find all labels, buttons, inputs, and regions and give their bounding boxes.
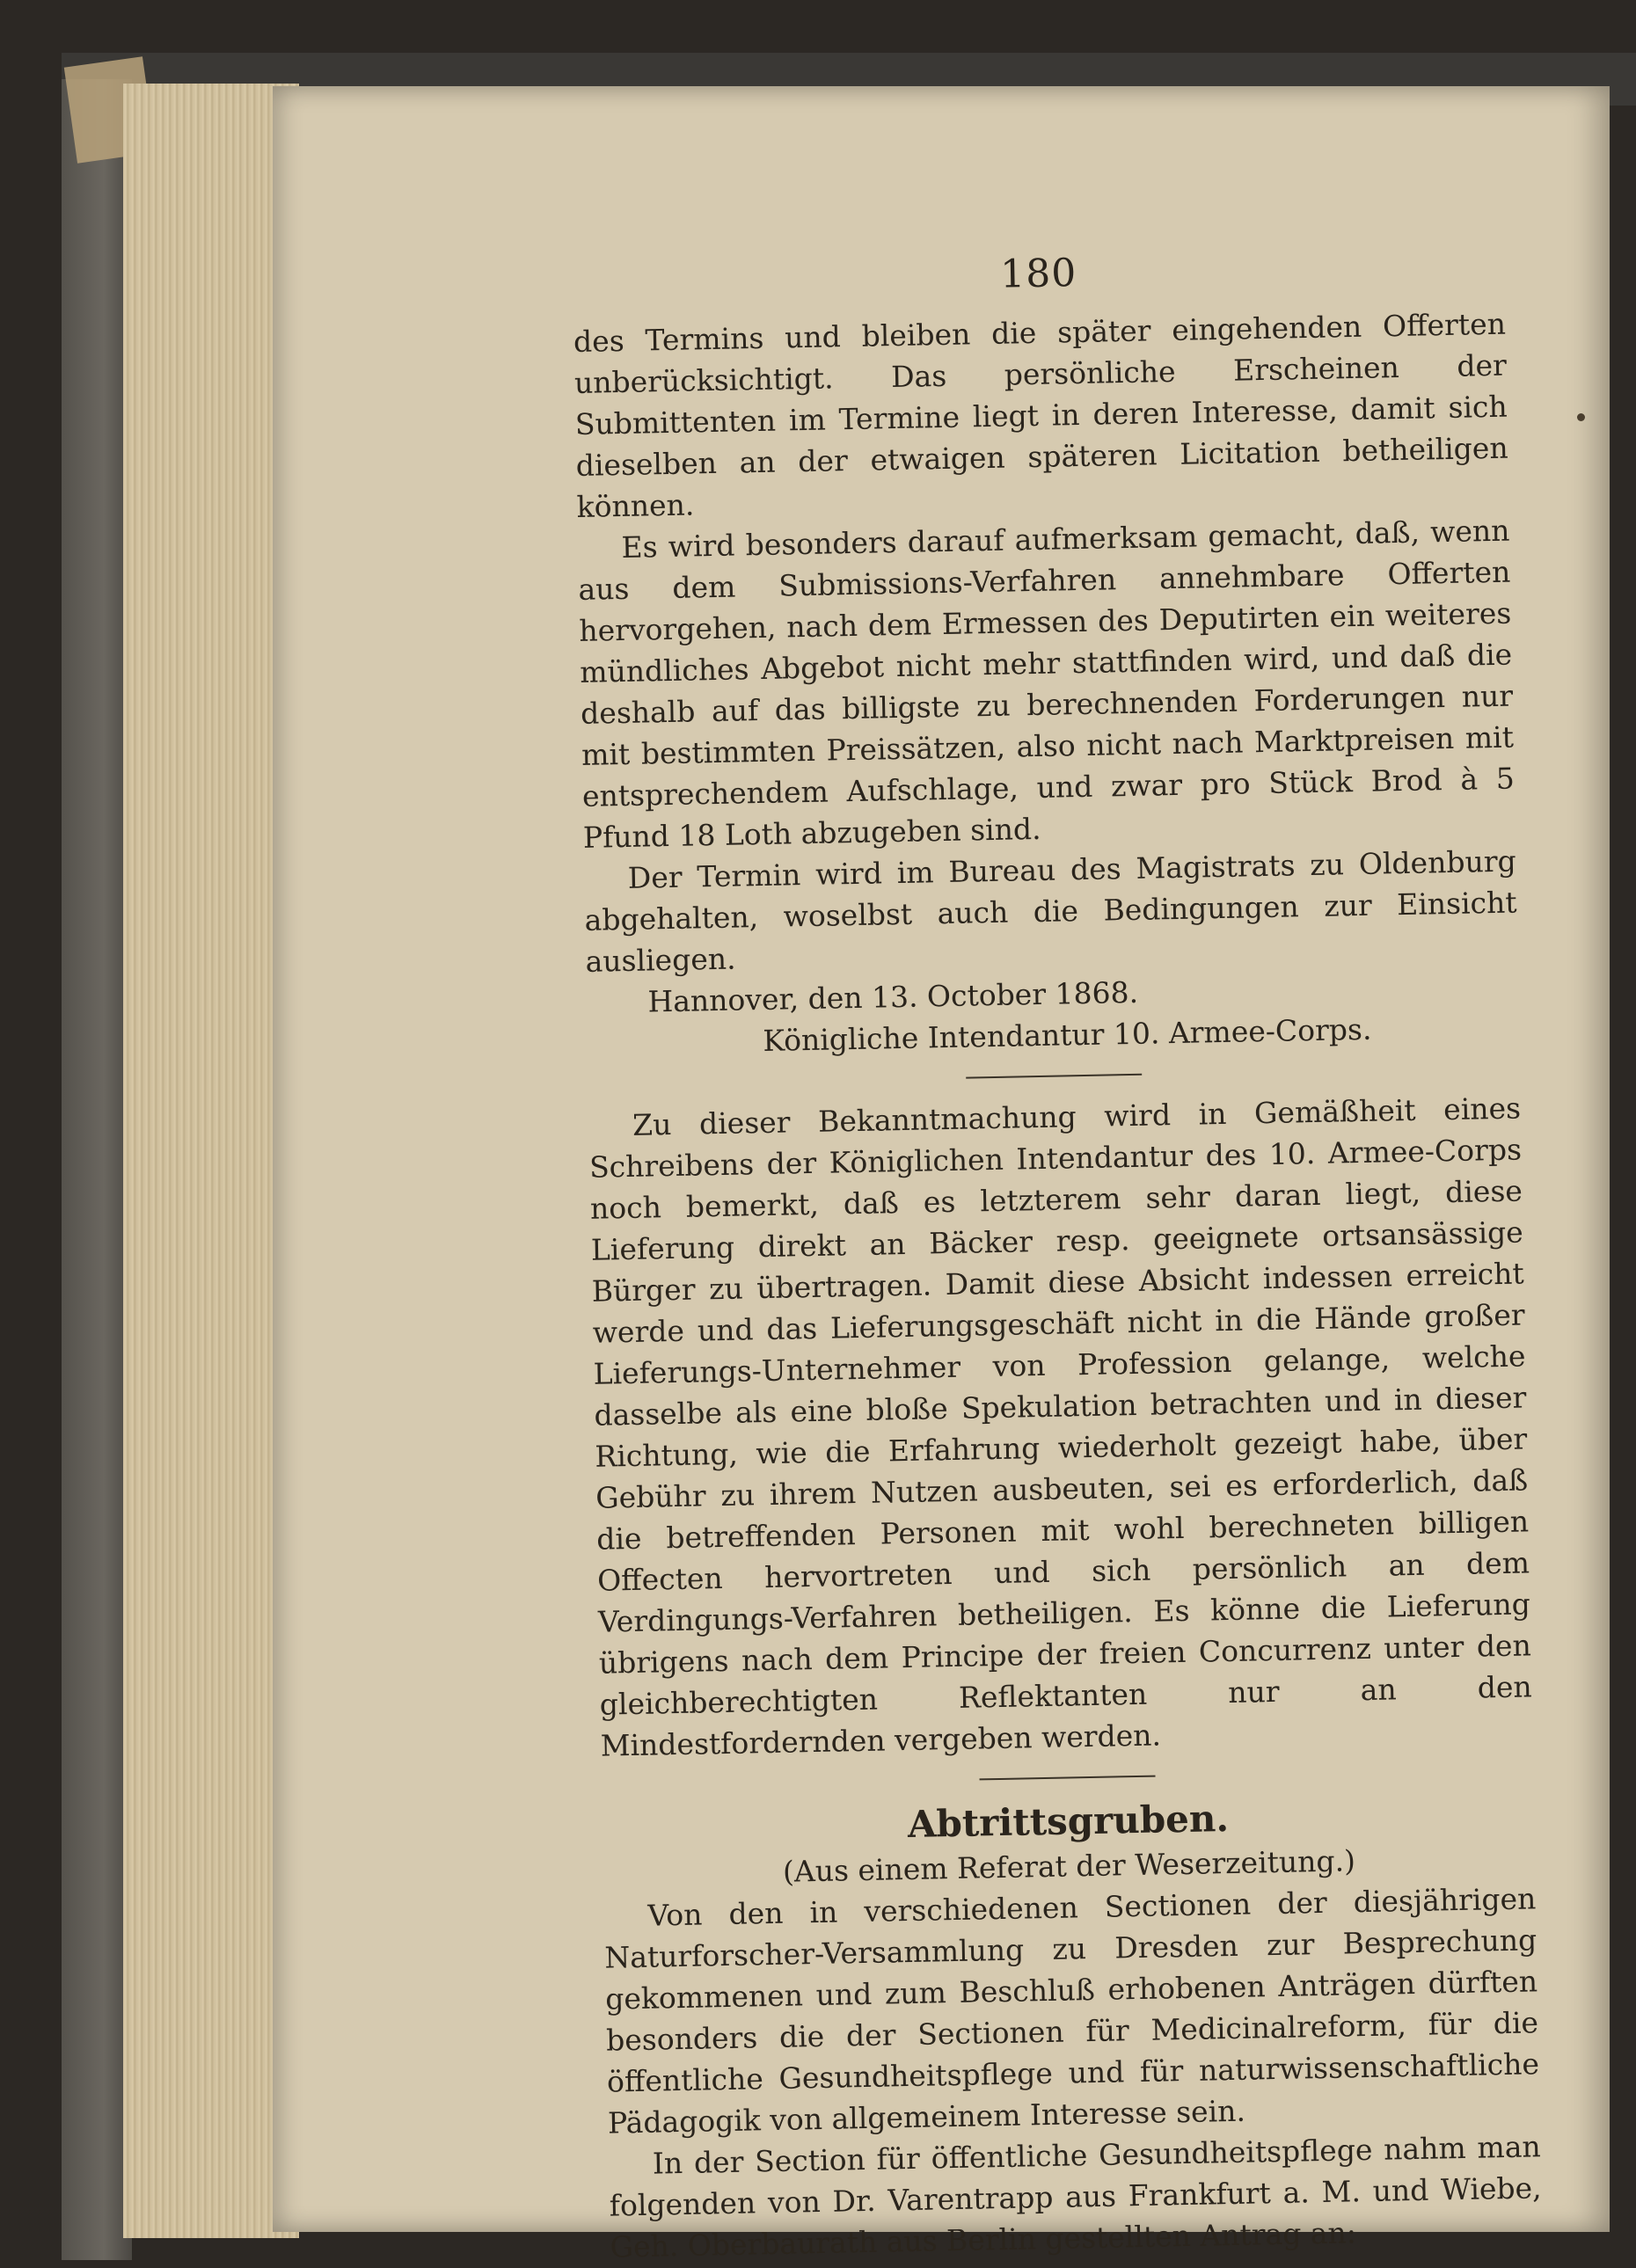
- paragraph-3: Der Termin wird im Bureau des Magistrats zu Oldenburg abgehalten, woselbst auch die Bedingungen zur Einsicht ausliegen.: [584, 843, 1517, 979]
- paragraph-2: Es wird besonders darauf aufmerksam gemacht, daß, wenn aus dem Submissions-Verfahren annehmbare Offerten hervorgehen, nach dem Ermessen des Deputirten ein weiteres mündliches Abgebot nicht mehr stattfinden wird, und daß die deshalb auf das billigste zu berechnenden Forderungen nur mit bestimmten Preissätzen, also nicht nach Marktpreisen mit entsprechendem Aufschlage, und zwar pro Stück Brod à 5 Pfund 18 Loth abzugeben sind.: [578, 513, 1515, 855]
- ink-spot: [1577, 413, 1585, 421]
- page-text-block: [572, 229, 1543, 2268]
- section-divider-2: [980, 1776, 1156, 1781]
- book-cover-spine: [62, 79, 132, 2260]
- paragraph-4: Zu dieser Bekanntmachung wird in Gemäßheit eines Schreibens der Königlichen Intendantur des 10. Armee-Corps noch bemerkt, daß es letzterem sehr daran liegt, diese Lieferung direkt an Bäcker resp. geeignete ortsansässige Bürger zu übertragen. Damit diese Absicht indessen erreicht werde und das Lieferungsgeschäft nicht in die Hände großer Lieferungs-Unternehmer von Profession gelange, welche dasselbe als eine bloße Spekulation betrachten und in dieser Richtung, wie die Erfahrung wiederholt gezeigt habe, über Gebühr zu ihrem Nutzen ausbeuten, sei es erforderlich, daß die betreffenden Personen mit wohl berechneten billigen Offecten hervortreten und sich persönlich an dem Verdingungs-Verfahren betheiligen. Es könne die Lieferung übrigens nach dem Principe der freien Concurrenz unter den gleichberechtigten Reflektanten nur an den Mindestfordernden vergeben werden.: [588, 1090, 1533, 1763]
- paragraph-6: In der Section für öffentliche Gesundheitspflege nahm man folgenden von Dr. Varentrapp aus Frankfurt a. M. und Wiebe, Geh. Oberbaurath aus Berlin gestellten Antrag an:: [609, 2129, 1542, 2264]
- article-subheading: (Aus einem Referat der Weserzeitung.): [782, 1843, 1356, 1889]
- signature-place-date: Hannover, den 13. October 1868.: [647, 974, 1139, 1019]
- section-divider: [966, 1074, 1142, 1079]
- signature-authority: Königliche Intendantur 10. Armee-Corps.: [763, 1011, 1372, 1058]
- paragraph-5: Von den in verschiedenen Sectionen der diesjährigen Naturforscher-Versammlung zu Dresden zur Besprechung gekommenen und zum Beschluß erhobenen Anträgen dürften besonders die der Sectionen für Medicinalreform, für die öffentliche Gesundheitspflege und für naturwissenschaftliche Pädagogik von allgemeinem Interesse sein.: [603, 1881, 1540, 2140]
- page-number: 180: [999, 250, 1077, 297]
- article-heading: Abtrittsgruben.: [907, 1796, 1230, 1846]
- paragraph-1: des Termins und bleiben die später eingehenden Offerten unberücksichtigt. Das persönliche Erscheinen der Submittenten im Termine liegt in deren Interesse, damit sich dieselben an der etwaigen späteren Licitation betheiligen können.: [573, 306, 1508, 524]
